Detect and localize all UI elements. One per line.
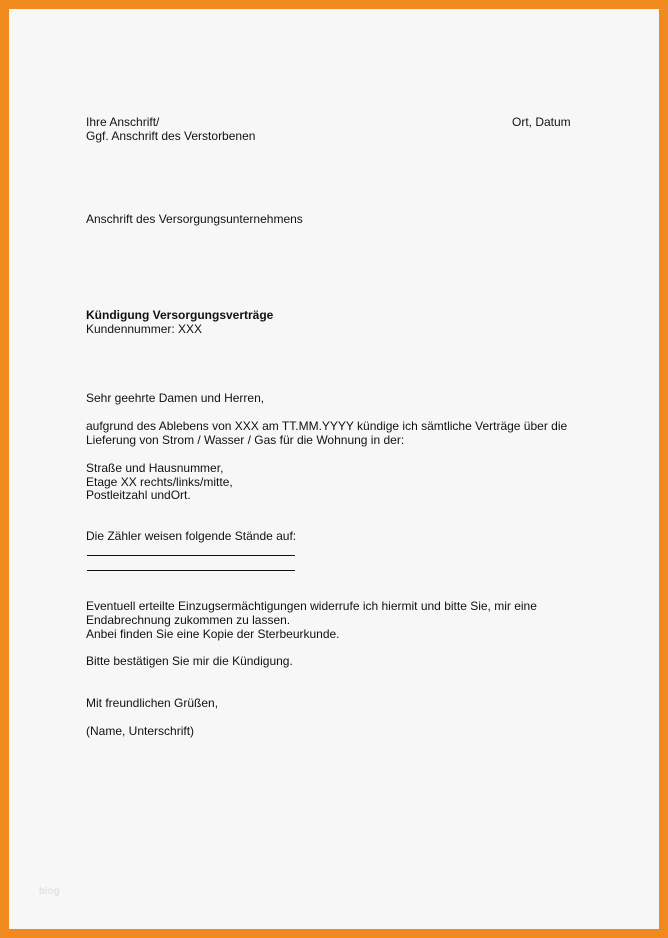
paragraph-2-line-3: Anbei finden Sie eine Kopie der Sterbeurkunde. bbox=[86, 627, 340, 641]
meter-intro: Die Zähler weisen folgende Stände auf: bbox=[86, 529, 297, 543]
meter-reading-line-2 bbox=[87, 570, 295, 571]
closing-greeting: Mit freundlichen Grüßen, bbox=[86, 696, 219, 710]
signature-placeholder: (Name, Unterschrift) bbox=[86, 724, 195, 738]
customer-number: Kundennummer: XXX bbox=[86, 322, 203, 336]
paragraph-1-line-1: aufgrund des Ablebens von XXX am TT.MM.YYYY kündige ich sämtliche Verträge über die bbox=[86, 419, 568, 433]
subject-title: Kündigung Versorgungsverträge bbox=[86, 308, 274, 322]
meter-reading-line-1 bbox=[87, 555, 295, 556]
sender-line-2: Ggf. Anschrift des Verstorbenen bbox=[86, 129, 256, 143]
confirmation-request: Bitte bestätigen Sie mir die Kündigung. bbox=[86, 654, 293, 668]
paragraph-2-line-2: Endabrechnung zukommen zu lassen. bbox=[86, 613, 291, 627]
salutation: Sehr geehrte Damen und Herren, bbox=[86, 391, 265, 405]
recipient-address: Anschrift des Versorgungsunternehmens bbox=[86, 212, 303, 226]
watermark: blog bbox=[39, 886, 60, 897]
place-date: Ort, Datum bbox=[512, 115, 571, 129]
address-line-3: Postleitzahl undOrt. bbox=[86, 488, 191, 502]
address-line-1: Straße und Hausnummer, bbox=[86, 461, 224, 475]
paragraph-1-line-2: Lieferung von Strom / Wasser / Gas für die Wohnung in der: bbox=[86, 433, 405, 447]
sender-line-1: Ihre Anschrift/ bbox=[86, 115, 160, 129]
address-line-2: Etage XX rechts/links/mitte, bbox=[86, 475, 233, 489]
paragraph-2-line-1: Eventuell erteilte Einzugsermächtigungen widerrufe ich hiermit und bitte Sie, mir eine bbox=[86, 599, 537, 613]
letter-page bbox=[9, 9, 659, 929]
